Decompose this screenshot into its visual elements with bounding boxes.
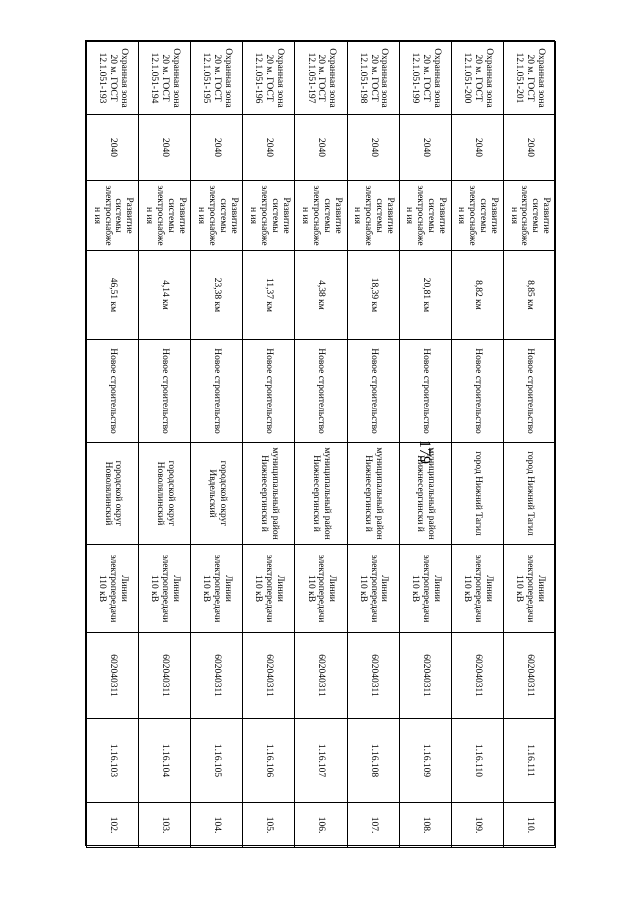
- year-cell: 2040: [295, 115, 347, 181]
- location-cell: городской округ Новолялинский: [87, 443, 139, 545]
- object-code-cell: 1.16.104: [139, 719, 191, 803]
- table-row: [87, 42, 139, 848]
- table-row: [295, 42, 347, 848]
- class-code-cell: 602040311: [503, 633, 555, 719]
- object-name-cell: Линии электропередачи 110 кВ: [451, 545, 503, 633]
- status-cell: Новое строительство: [295, 340, 347, 443]
- status-cell: Новое строительство: [503, 340, 555, 443]
- purpose-cell: Развитие системы электроснабжен ия: [139, 181, 191, 251]
- table-row: [243, 42, 295, 848]
- table-row: [139, 42, 191, 848]
- year-cell: 2040: [87, 115, 139, 181]
- zone-cell: Охранная зона 20 м. ГОСТ 12.1.051-196: [243, 42, 295, 115]
- location-cell: муниципальный район Нижнесергински й: [295, 443, 347, 545]
- object-name-cell: Линии электропередачи 110 кВ: [295, 545, 347, 633]
- object-name-cell: Линии электропередачи 110 кВ: [191, 545, 243, 633]
- table-row: [191, 42, 243, 848]
- object-name-cell: Линии электропередачи 110 кВ: [243, 545, 295, 633]
- length-cell: 23,38 км: [191, 251, 243, 340]
- length-cell: 46,51 км: [87, 251, 139, 340]
- purpose-cell: Развитие системы электроснабжен ия: [243, 181, 295, 251]
- length-cell: 4,38 км: [295, 251, 347, 340]
- purpose-cell: Развитие системы электроснабжен ия: [399, 181, 451, 251]
- length-cell: 8,82 км: [451, 251, 503, 340]
- row-number-cell: 109.: [451, 803, 503, 848]
- year-cell: 2040: [243, 115, 295, 181]
- purpose-cell: Развитие системы электроснабжен ия: [347, 181, 399, 251]
- status-cell: Новое строительство: [243, 340, 295, 443]
- class-code-cell: 602040311: [451, 633, 503, 719]
- row-number-cell: 107.: [347, 803, 399, 848]
- row-number-cell: 103.: [139, 803, 191, 848]
- year-cell: 2040: [503, 115, 555, 181]
- location-cell: муниципальный район Нижнесергински й: [399, 443, 451, 545]
- class-code-cell: 602040311: [87, 633, 139, 719]
- table-row: [347, 42, 399, 848]
- zone-cell: Охранная зона 20 м. ГОСТ 12.1.051-193: [87, 42, 139, 115]
- page-number: 179: [416, 440, 433, 464]
- zone-cell: Охранная зона 20 м. ГОСТ 12.1.051-200: [451, 42, 503, 115]
- table-row: [451, 42, 503, 848]
- length-cell: 20,81 км: [399, 251, 451, 340]
- object-code-cell: 1.16.103: [87, 719, 139, 803]
- status-cell: Новое строительство: [399, 340, 451, 443]
- row-number-cell: 108.: [399, 803, 451, 848]
- purpose-cell: Развитие системы электроснабжен ия: [87, 181, 139, 251]
- status-cell: Новое строительство: [191, 340, 243, 443]
- purpose-cell: Развитие системы электроснабжен ия: [191, 181, 243, 251]
- year-cell: 2040: [139, 115, 191, 181]
- row-number-cell: 102.: [87, 803, 139, 848]
- purpose-cell: Развитие системы электроснабжен ия: [503, 181, 555, 251]
- location-cell: город Нижний Тагил: [503, 443, 555, 545]
- object-name-cell: Линии электропередачи 110 кВ: [399, 545, 451, 633]
- objects-table: [85, 40, 555, 846]
- length-cell: 8,85 км: [503, 251, 555, 340]
- class-code-cell: 602040311: [295, 633, 347, 719]
- location-cell: муниципальный район Нижнесергински й: [347, 443, 399, 545]
- purpose-cell: Развитие системы электроснабжен ия: [451, 181, 503, 251]
- year-cell: 2040: [399, 115, 451, 181]
- zone-cell: Охранная зона 20 м. ГОСТ 12.1.051-198: [347, 42, 399, 115]
- location-cell: муниципальный район Нижнесергински й: [243, 443, 295, 545]
- year-cell: 2040: [451, 115, 503, 181]
- status-cell: Новое строительство: [87, 340, 139, 443]
- object-name-cell: Линии электропередачи 110 кВ: [87, 545, 139, 633]
- object-code-cell: 1.16.107: [295, 719, 347, 803]
- length-cell: 11,37 км: [243, 251, 295, 340]
- location-cell: городской округ Ивдельский: [191, 443, 243, 545]
- length-cell: 18,39 км: [347, 251, 399, 340]
- class-code-cell: 602040311: [139, 633, 191, 719]
- status-cell: Новое строительство: [139, 340, 191, 443]
- status-cell: Новое строительство: [451, 340, 503, 443]
- year-cell: 2040: [347, 115, 399, 181]
- class-code-cell: 602040311: [399, 633, 451, 719]
- object-code-cell: 1.16.108: [347, 719, 399, 803]
- zone-cell: Охранная зона 20 м. ГОСТ 12.1.051-199: [399, 42, 451, 115]
- zone-cell: Охранная зона 20 м. ГОСТ 12.1.051-194: [139, 42, 191, 115]
- table-row: [503, 42, 555, 848]
- object-code-cell: 1.16.110: [451, 719, 503, 803]
- length-cell: 4,14 км: [139, 251, 191, 340]
- class-code-cell: 602040311: [243, 633, 295, 719]
- object-name-cell: Линии электропередачи 110 кВ: [139, 545, 191, 633]
- purpose-cell: Развитие системы электроснабжен ия: [295, 181, 347, 251]
- object-code-cell: 1.16.105: [191, 719, 243, 803]
- year-cell: 2040: [191, 115, 243, 181]
- object-code-cell: 1.16.111: [503, 719, 555, 803]
- row-number-cell: 110.: [503, 803, 555, 848]
- object-name-cell: Линии электропередачи 110 кВ: [503, 545, 555, 633]
- zone-cell: Охранная зона 20 м. ГОСТ 12.1.051-201: [503, 42, 555, 115]
- zone-cell: Охранная зона 20 м. ГОСТ 12.1.051-197: [295, 42, 347, 115]
- class-code-cell: 602040311: [347, 633, 399, 719]
- object-name-cell: Линии электропередачи 110 кВ: [347, 545, 399, 633]
- location-cell: городской округ Новолялинский: [139, 443, 191, 545]
- location-cell: город Нижний Тагил: [451, 443, 503, 545]
- row-number-cell: 105.: [243, 803, 295, 848]
- status-cell: Новое строительство: [347, 340, 399, 443]
- row-number-cell: 106.: [295, 803, 347, 848]
- object-code-cell: 1.16.109: [399, 719, 451, 803]
- class-code-cell: 602040311: [191, 633, 243, 719]
- row-number-cell: 104.: [191, 803, 243, 848]
- zone-cell: Охранная зона 20 м. ГОСТ 12.1.051-195: [191, 42, 243, 115]
- table-row: [399, 42, 451, 848]
- object-code-cell: 1.16.106: [243, 719, 295, 803]
